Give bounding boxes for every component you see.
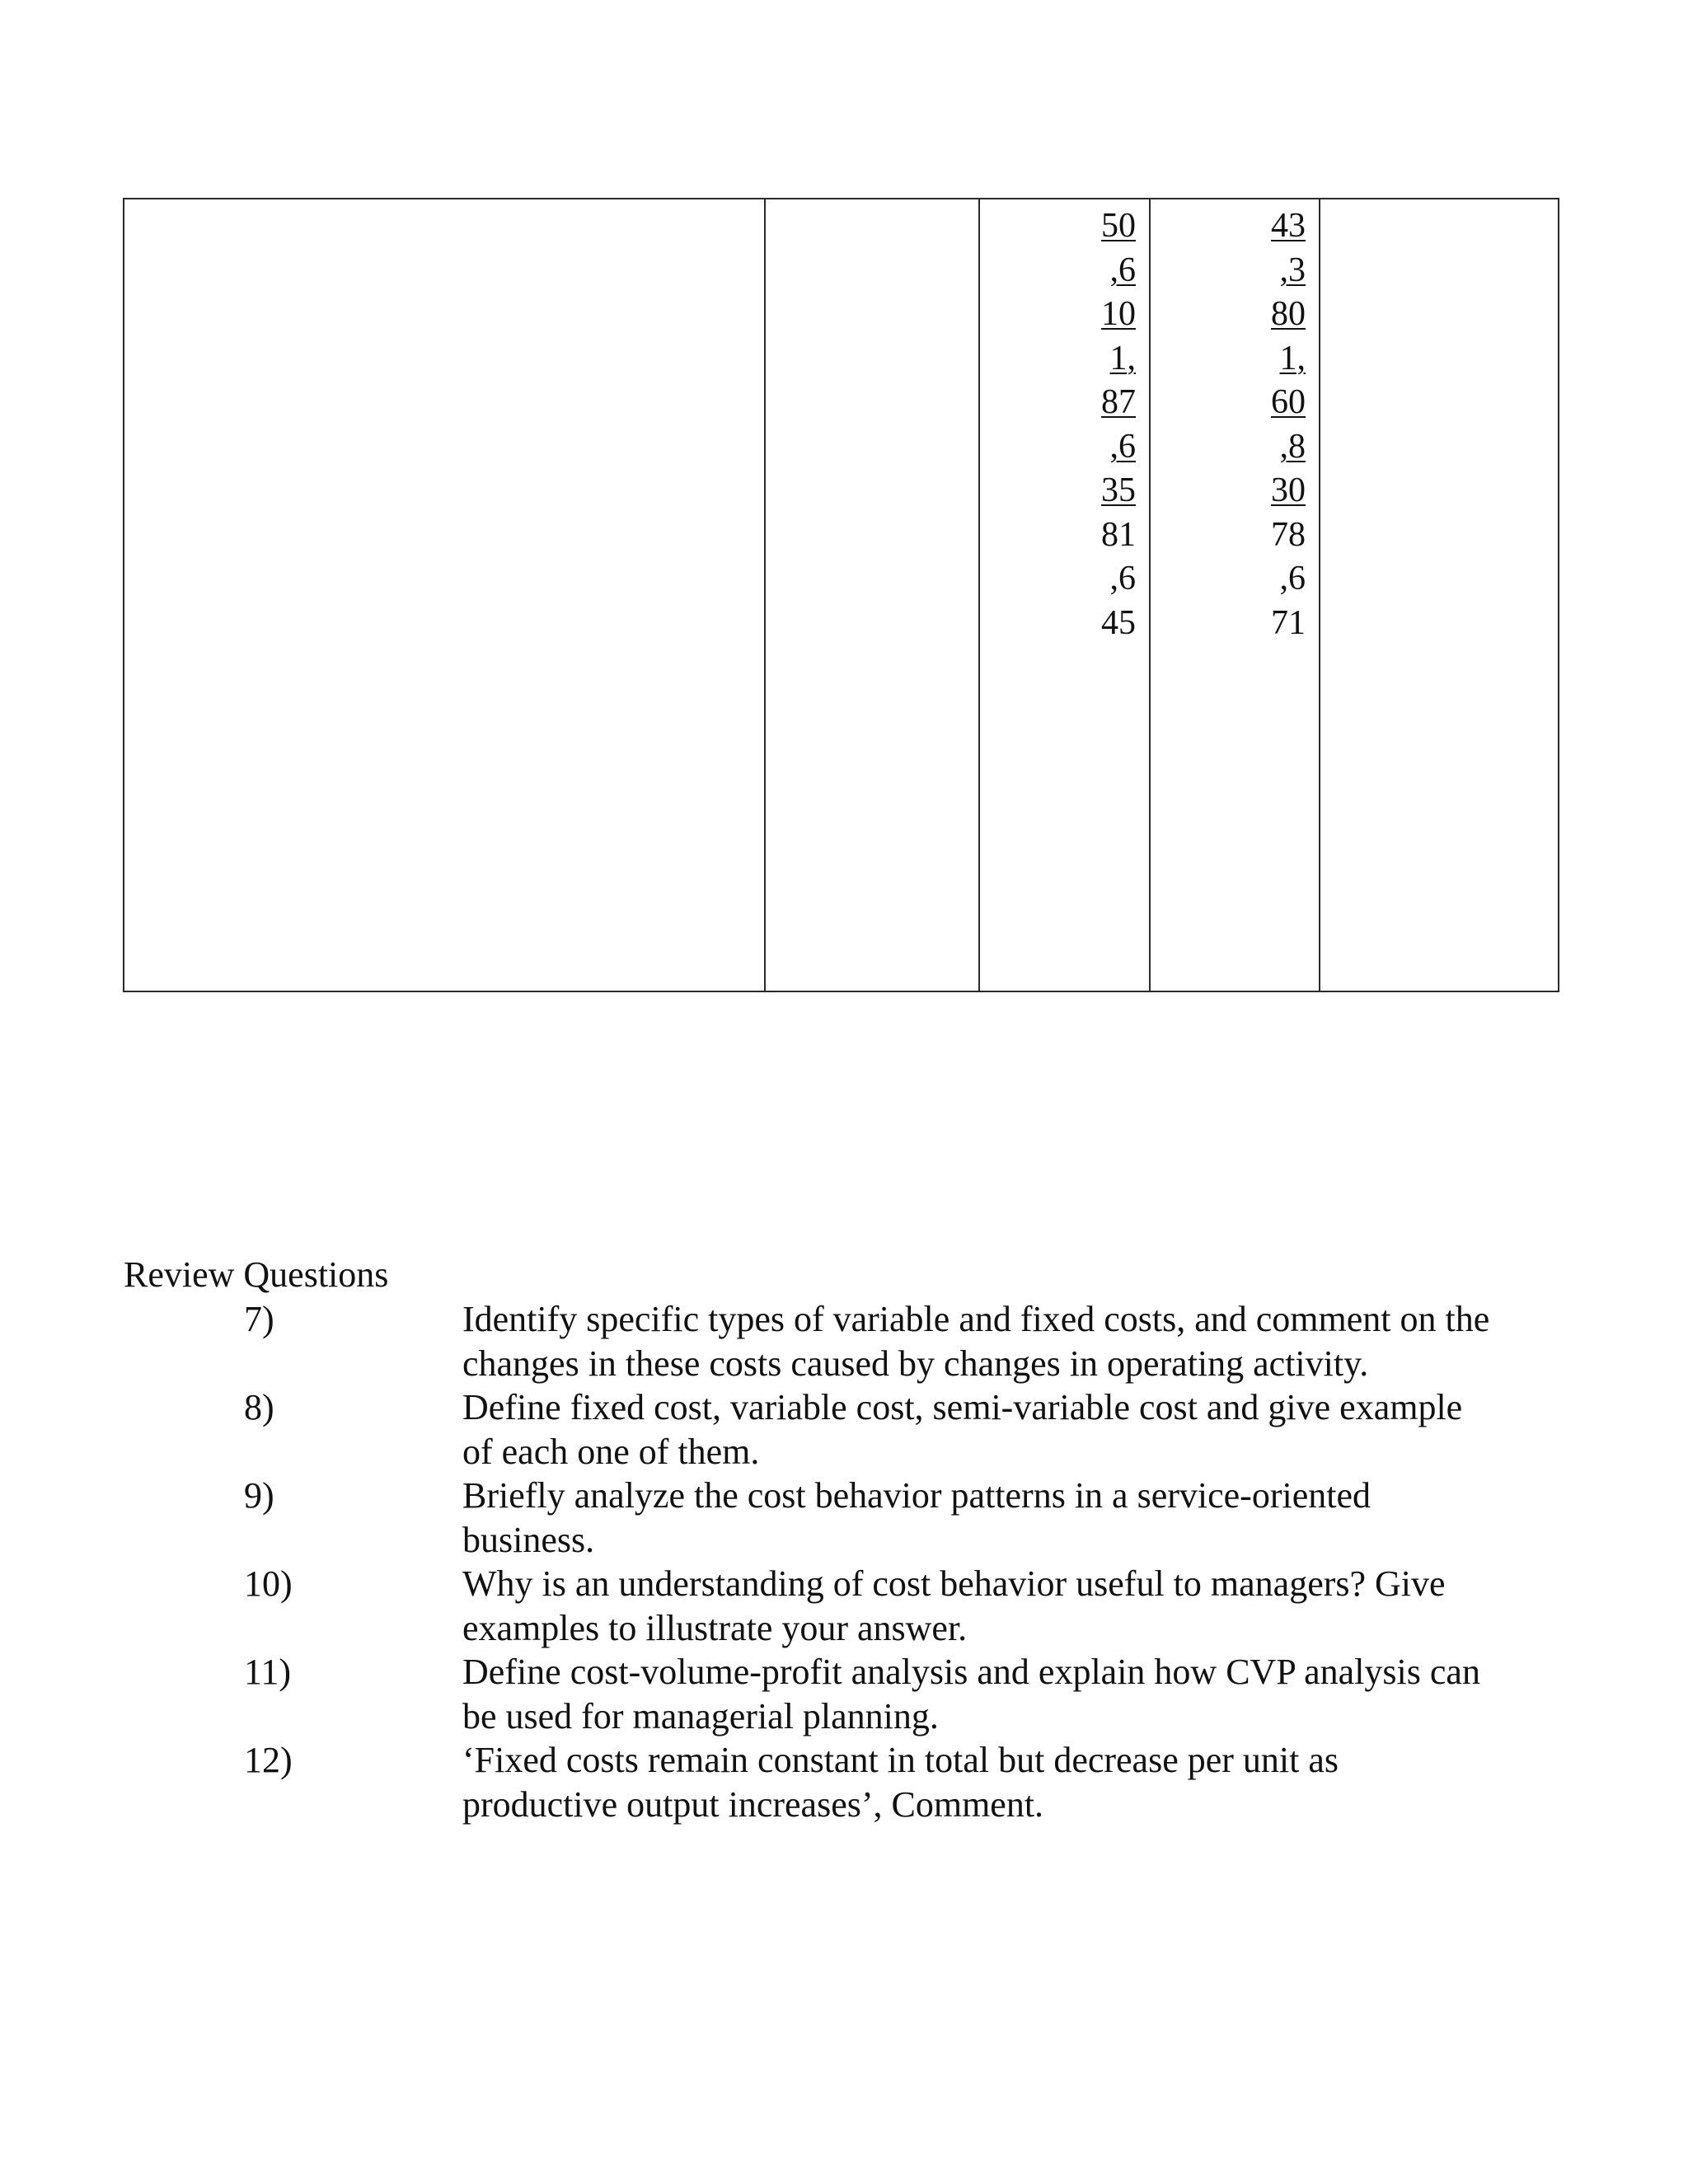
question-text [462,1562,1571,1650]
question-line: Identify specific types of variable and fixed costs, and comment on the [462,1299,1490,1339]
question-line: examples to illustrate your answer. [462,1607,968,1648]
col3-fragment: 45 [1101,603,1136,642]
col3-fragment: 87 [1101,383,1136,421]
question-line: ‘Fixed costs remain constant in total but decrease per unit as [462,1740,1339,1780]
question-line: Briefly analyze the cost behavior patterns in a service-oriented [462,1475,1371,1516]
list-item [0,1562,1688,1650]
question-line: Define cost-volume-profit analysis and explain how CVP analysis can [462,1652,1480,1692]
table-cell-3 [979,199,1150,991]
col3-fragment: ,6 [1109,427,1136,466]
col3-fragment: ,6 [1109,560,1136,598]
review-questions-list [0,1297,1688,1826]
list-item [0,1738,1688,1826]
col4-fragment: 1, [1279,339,1306,377]
table-cell-5 [1320,199,1559,991]
col4-fragment: 78 [1271,515,1306,554]
question-line: of each one of them. [462,1431,760,1472]
col3-fragment: 1, [1109,339,1136,377]
col3-fragment: 50 [1101,207,1136,245]
question-line: changes in these costs caused by changes in operating activity. [462,1343,1369,1384]
review-questions-heading: Review Questions [124,1254,389,1295]
question-text [462,1738,1571,1826]
col4-fragment: ,3 [1279,251,1306,289]
question-line: be used for managerial planning. [462,1695,939,1736]
question-line: Why is an understanding of cost behavior useful to managers? Give [462,1563,1446,1604]
table-cell-1 [124,199,765,991]
table-cell-2 [765,199,979,991]
question-line: productive output increases’, Comment. [462,1783,1044,1825]
col4-fragment: 30 [1271,471,1306,509]
list-item [0,1385,1688,1474]
col4-fragment: 71 [1271,603,1306,642]
list-item [0,1650,1688,1738]
question-number: 11) [244,1652,292,1692]
question-text [462,1650,1571,1738]
list-item [0,1297,1688,1385]
question-number: 10) [244,1563,293,1604]
list-item [0,1474,1688,1562]
col4-fragment: ,6 [1279,560,1306,598]
col3-fragment: 10 [1101,295,1136,333]
col4-fragment: 60 [1271,383,1306,421]
col3-fragment: 81 [1101,515,1136,554]
question-number: 12) [244,1740,293,1780]
question-number: 7) [244,1299,274,1339]
col4-fragments [1151,199,1319,645]
question-number: 8) [244,1387,274,1427]
col4-fragment: 80 [1271,295,1306,333]
question-line: business. [462,1519,595,1560]
question-text [462,1385,1571,1474]
col3-fragment: 35 [1101,471,1136,509]
table-cell-4 [1150,199,1320,991]
question-number: 9) [244,1475,274,1516]
question-text [462,1297,1571,1385]
table-row [124,199,1559,991]
data-table [123,198,1559,992]
col3-fragments [980,199,1149,645]
col3-fragment: ,6 [1109,251,1136,289]
col4-fragment: 43 [1271,207,1306,245]
question-text [462,1474,1571,1562]
question-line: Define fixed cost, variable cost, semi-variable cost and give example [462,1387,1463,1427]
col4-fragment: ,8 [1279,427,1306,466]
